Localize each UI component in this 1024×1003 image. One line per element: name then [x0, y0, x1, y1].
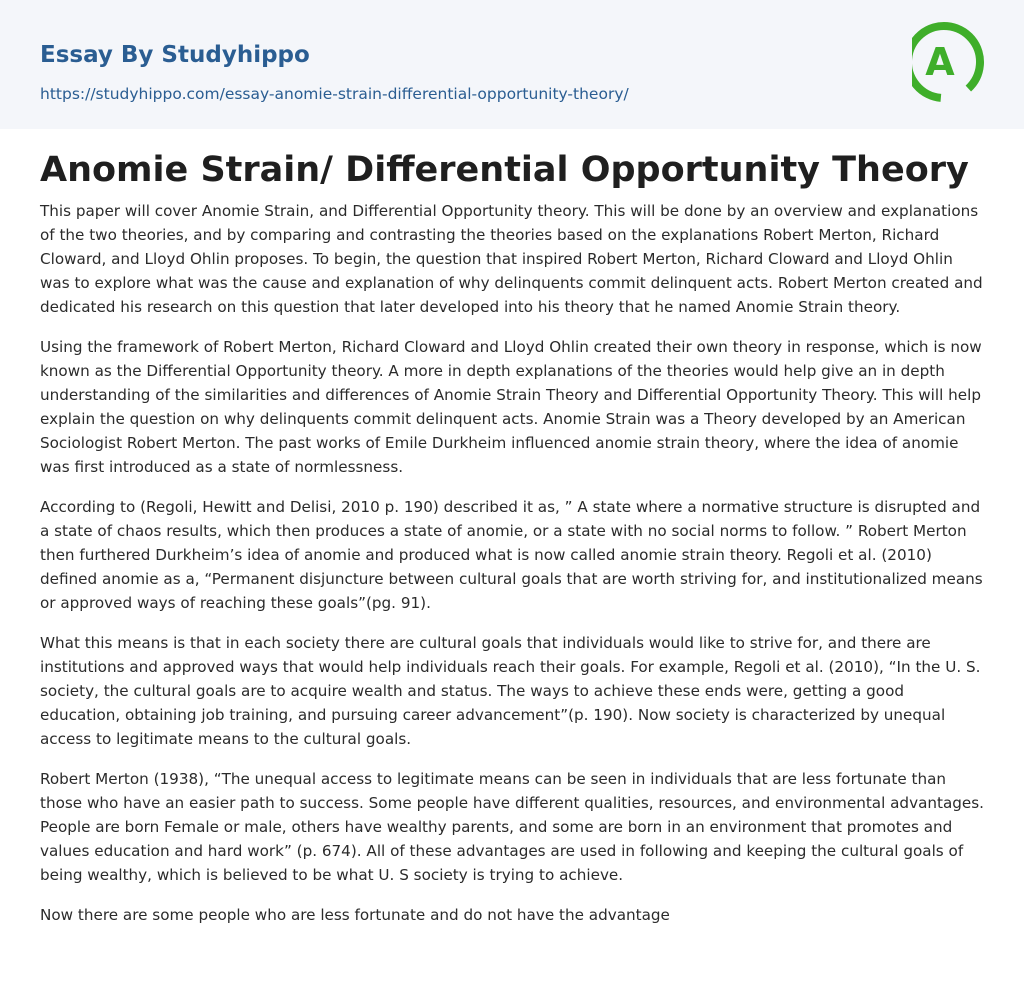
site-title[interactable]: Essay By Studyhippo	[40, 42, 310, 68]
article-paragraph: This paper will cover Anomie Strain, and Differential Opportunity theory. This will be done by an overview and explanations of the two theories, and by comparing and contrasting the theories based on the explanations Robert Merton, Richard Cloward, and Lloyd Ohlin proposes. To begin, the question that inspired Robert Merton, Richard Cloward and Lloyd Ohlin was to explore what was the cause and explanation of why delinquents commit delinquent acts. Robert Merton created and dedicated his research on this question that later developed into his theory that he named Anomie Strain theory.	[40, 202, 983, 316]
site-header	[0, 0, 1024, 129]
article	[0, 129, 1024, 927]
article-paragraph: Now there are some people who are less fortunate and do not have the advantage	[40, 906, 670, 924]
logo-letter: A	[925, 40, 955, 84]
essay-url-link[interactable]: https://studyhippo.com/essay-anomie-strain-differential-opportunity-theory/	[40, 85, 629, 103]
article-paragraph: Robert Merton (1938), “The unequal access to legitimate means can be seen in individuals that are less fortunate than those who have an easier path to success. Some people have different qualities, resources, and environmental advantages. People are born Female or male, others have wealthy parents, and some are born in an environment that promotes and values education and hard work” (p. 674). All of these advantages are used in following and keeping the cultural goals of being wealthy, which is believed to be what U. S society is trying to achieve.	[40, 770, 984, 884]
article-paragraph: Using the framework of Robert Merton, Richard Cloward and Lloyd Ohlin created their own theory in response, which is now known as the Differential Opportunity theory. A more in depth explanations of the theories would help give an in depth understanding of the similarities and differences of Anomie Strain Theory and Differential Opportunity Theory. This will help explain the question on why delinquents commit delinquent acts. Anomie Strain was a Theory developed by an American Sociologist Robert Merton. The past works of Emile Durkheim influenced anomie strain theory, where the idea of anomie was first introduced as a state of normlessness.	[40, 338, 982, 476]
studyhippo-logo-icon[interactable]	[912, 18, 988, 106]
page-title: Anomie Strain/ Differential Opportunity Theory	[40, 150, 969, 190]
article-paragraph: What this means is that in each society there are cultural goals that individuals would like to strive for, and there are institutions and approved ways that would help individuals reach their goals. For example, Regoli et al. (2010), “In the U. S. society, the cultural goals are to acquire wealth and status. The ways to achieve these ends were, getting a good education, obtaining job training, and pursuing career advancement”(p. 190). Now society is characterized by unequal access to legitimate means to the cultural goals.	[40, 634, 981, 748]
article-paragraph: According to (Regoli, Hewitt and Delisi, 2010 p. 190) described it as, ” A state where a normative structure is disrupted and a state of chaos results, which then produces a state of anomie, or a state with no social norms to follow. ” Robert Merton then furthered Durkheim’s idea of anomie and produced what is now called anomie strain theory. Regoli et al. (2010) defined anomie as a, “Permanent disjuncture between cultural goals that are worth striving for, and institutionalized means or approved ways of reaching these goals”(pg. 91).	[40, 498, 983, 612]
